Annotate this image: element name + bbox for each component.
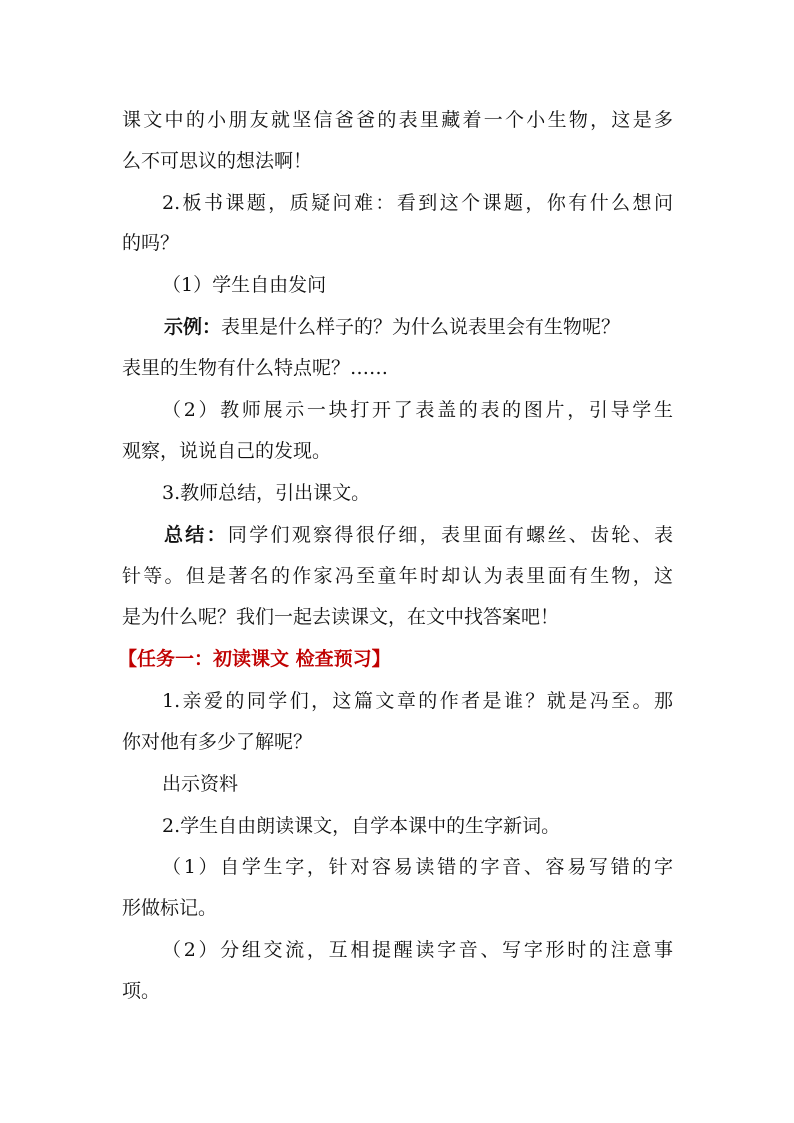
paragraph-line: 的吗？ (122, 232, 180, 254)
summary-label: 总结： (164, 524, 228, 546)
example-text: 表里是什么样子的？为什么说表里会有生物呢？ (221, 316, 621, 338)
example-line (164, 313, 620, 341)
paragraph-line: 1.亲爱的同学们，这篇文章的作者是谁？就是冯至。那 (162, 690, 673, 712)
paragraph-line: 2.板书课题，质疑问难：看到这个课题，你有什么想问 (162, 192, 673, 214)
paragraph-line: 课文中的小朋友就坚信爸爸的表里藏着一个小生物，这是多 (122, 109, 673, 131)
paragraph-line: （2）分组交流，互相提醒读字音、写字形时的注意事 (162, 939, 673, 961)
paragraph-line: （2）教师展示一块打开了表盖的表的图片，引导学生 (162, 399, 673, 421)
paragraph-line: （1）自学生字，针对容易读错的字音、容易写错的字 (162, 856, 673, 878)
paragraph-line: 是为什么呢？我们一起去读课文，在文中找答案吧！ (122, 606, 560, 628)
example-label: 示例： (164, 316, 222, 338)
paragraph-line: （1）学生自由发问 (162, 274, 327, 296)
summary-text: 同学们观察得很仔细，表里面有螺丝、齿轮、表 (227, 524, 673, 546)
paragraph-line: 项。 (122, 980, 161, 1002)
section-heading: 【任务一：初读课文 检查预习】 (118, 648, 391, 670)
paragraph-line: 表里的生物有什么特点呢？…… (122, 357, 389, 379)
paragraph-line: 3.教师总结，引出课文。 (162, 482, 371, 504)
paragraph-line: 出示资料 (162, 773, 239, 795)
summary-line (164, 521, 673, 549)
paragraph-line: 形做标记。 (122, 897, 218, 919)
paragraph-line: 你对他有多少了解呢？ (122, 731, 313, 753)
paragraph-line: 针等。但是著名的作家冯至童年时却认为表里面有生物，这 (122, 565, 673, 587)
paragraph-line: 观察，说说自己的发现。 (122, 440, 332, 462)
paragraph-line: 2.学生自由朗读课文，自学本课中的生字新词。 (162, 815, 561, 837)
paragraph-line: 么不可思议的想法啊！ (122, 150, 313, 172)
